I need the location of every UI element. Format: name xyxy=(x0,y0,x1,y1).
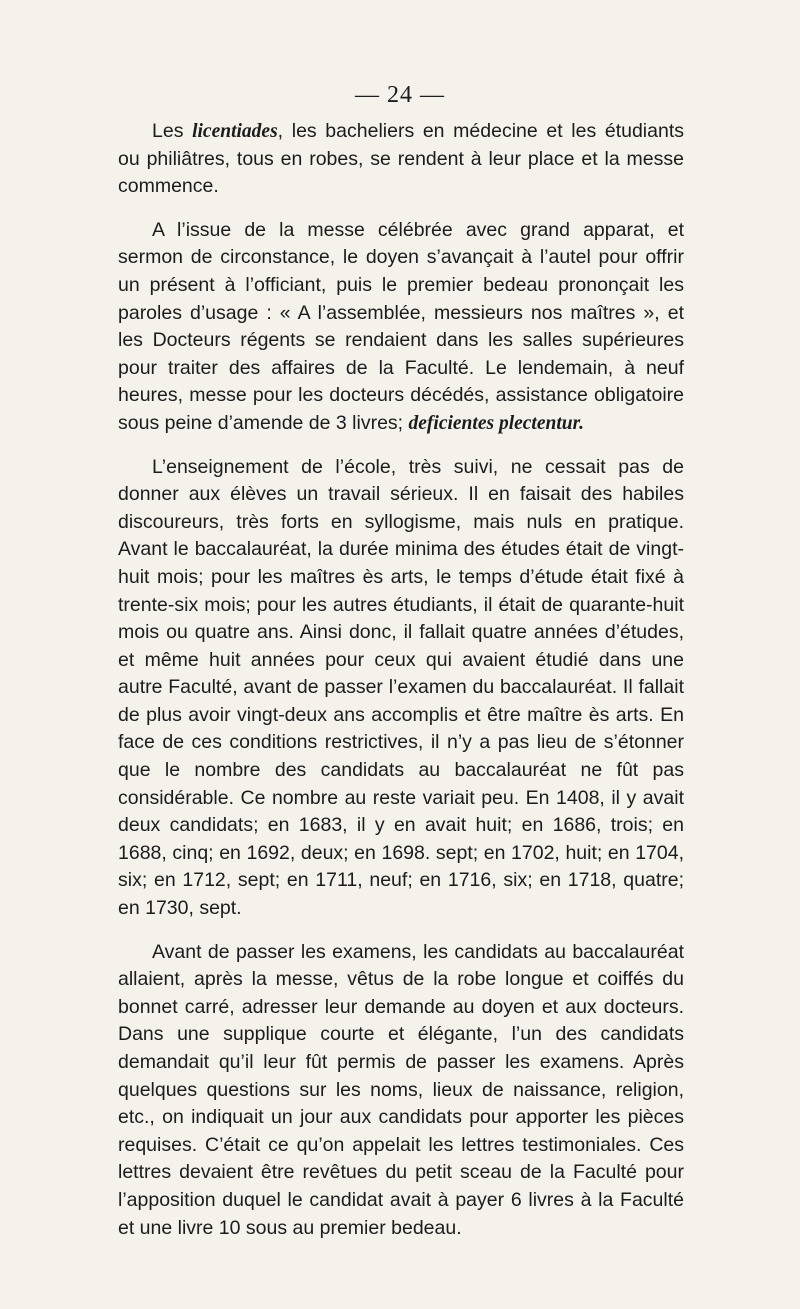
paragraph-2 xyxy=(118,217,684,438)
italic-latin-phrase: deficientes plectentur. xyxy=(408,412,584,434)
text-run: A l’issue de la messe célébrée avec grand apparat, et sermon de circonstance, le doyen s’avançait à l’autel pour offrir un présent à l’officiant, puis le premier bedeau prononçait les paroles d’usage : « A l’assemblée, messieurs nos maîtres », et les Docteurs régents se rendaient dans les salles supérieures pour traiter des affaires de la Faculté. Le lendemain, à neuf heures, messe pour les docteurs décédés, assistance obligatoire sous peine d’amende de 3 livres; xyxy=(118,218,684,434)
paragraph-3 xyxy=(118,454,684,923)
paragraph-1 xyxy=(118,118,684,201)
paragraph-4 xyxy=(118,939,684,1243)
text-run: Avant de passer les examens, les candidats au baccalauréat allaient, après la messe, vêtus de la robe longue et coiffés du bonnet carré, adresser leur demande au doyen et aux docteurs. Dans une supplique courte et élégante, l’un des candidats demandait qu’il leur fût permis de passer les examens. Après quelques questions sur les noms, lieux de naissance, religion, etc., on indiquait un jour aux candidats pour apporter les pièces requises. C’était ce qu’on appelait les lettres testimoniales. Ces lettres devaient être revêtues du petit sceau de la Faculté pour l’apposition duquel le candidat avait à payer 6 livres à la Faculté et une livre 10 sous au premier bedeau. xyxy=(118,940,684,1239)
text-run: , les bacheliers en médecine et les étudiants ou philiâtres, tous en robes, se rendent à leur place et la messe commence. xyxy=(118,120,684,198)
body-text xyxy=(118,118,684,1258)
page-number: — 24 — xyxy=(355,82,445,108)
italic-term-licentiades: licentiades xyxy=(192,121,278,142)
text-run: L’enseignement de l’école, très suivi, ne cessait pas de donner aux élèves un travail sérieux. Il en faisait des habiles discoureurs, très forts en syllogisme, mais nuls en pratique. Avant le baccalauréat, la durée minima des études était de vingt-huit mois; pour les maîtres ès arts, le temps d’étude était fixé à trente-six mois; pour les autres étudiants, il était de quarante-huit mois ou quatre ans. Ainsi donc, il fallait quatre années d’études, et même huit années pour ceux qui avaient étudié dans une autre Faculté, avant de passer l’examen du baccalauréat. Il fallait de plus avoir vingt-deux ans accomplis et être maître ès arts. En face de ces conditions restrictives, il n’y a pas lieu de s’étonner que le nombre des candidats au baccalauréat ne fût pas considérable. Ce nombre au reste variait peu. En 1408, il y avait deux candidats; en 1683, il y en avait huit; en 1686, trois; en 1688, cinq; en 1692, deux; en 1698. sept; en 1702, huit; en 1704, six; en 1712, sept; en 1711, neuf; en 1716, six; en 1718, quatre; en 1730, sept. xyxy=(118,455,684,920)
text-run: Les xyxy=(152,120,193,142)
